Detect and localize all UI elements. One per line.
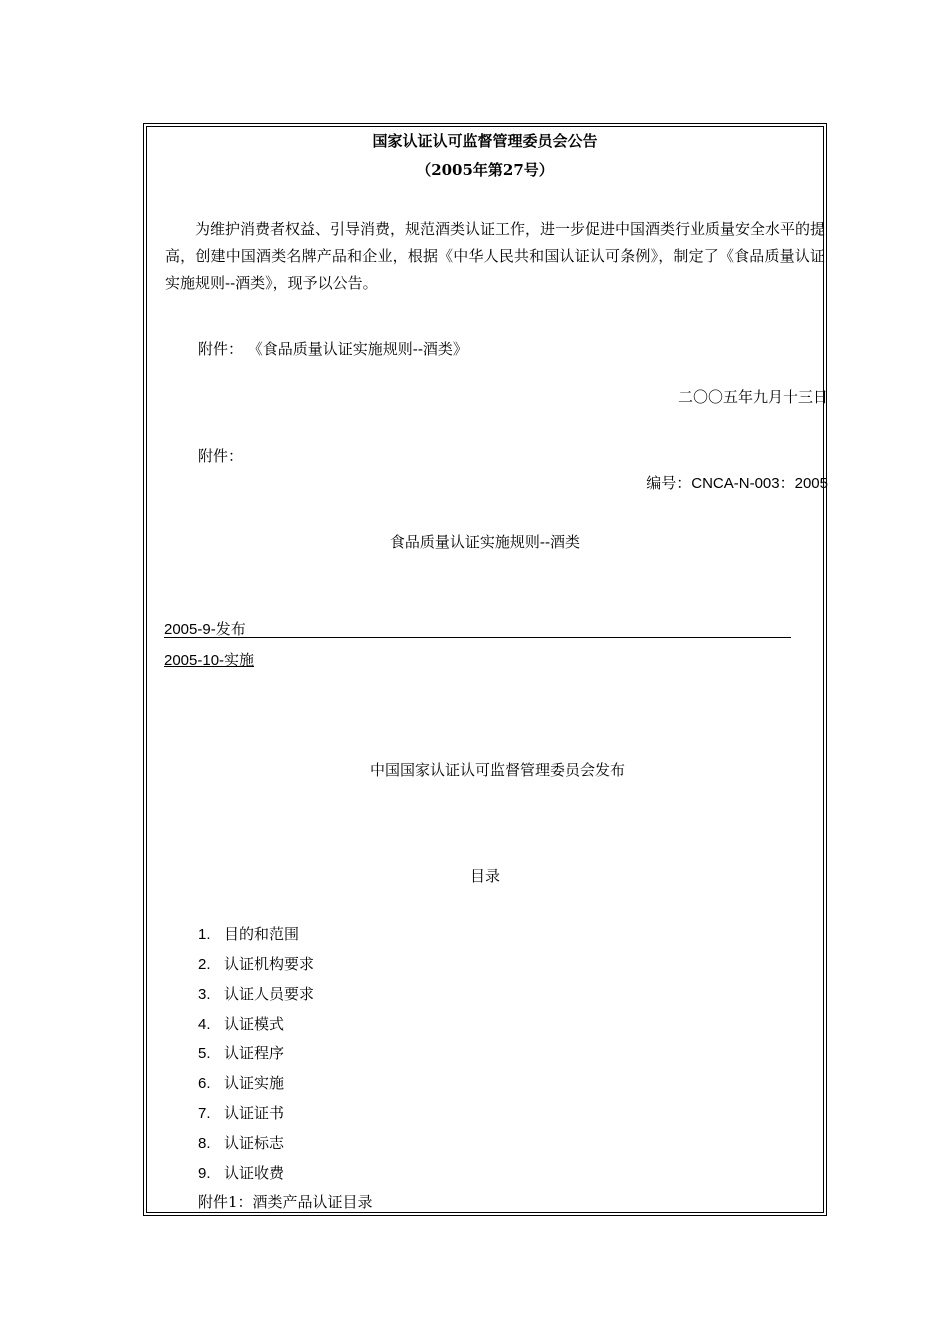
attachment-label: 附件： (198, 447, 244, 465)
toc-item[interactable]: 3. 认证人员要求 (198, 985, 315, 1003)
toc-item[interactable]: 9. 认证收费 (198, 1164, 285, 1182)
effective-date: 2005-10-实施 (164, 652, 255, 669)
toc-item[interactable]: 2. 认证机构要求 (198, 955, 315, 973)
publish-date-underline (164, 637, 791, 638)
toc-item[interactable]: 6. 认证实施 (198, 1074, 285, 1092)
announcement-title: 国家认证认可监督管理委员会公告 (372, 132, 598, 150)
toc-item[interactable]: 7. 认证证书 (198, 1104, 285, 1122)
toc-item[interactable]: 1. 目的和范围 (198, 925, 300, 943)
announcement-date: 二〇〇五年九月十三日 (677, 388, 828, 406)
toc-item[interactable]: 8. 认证标志 (198, 1134, 285, 1152)
publish-date: 2005-9-发布 (164, 621, 246, 638)
toc-item[interactable]: 4. 认证模式 (198, 1015, 285, 1033)
rules-title: 食品质量认证实施规则--酒类 (389, 533, 581, 551)
toc-item[interactable]: 5. 认证程序 (198, 1044, 285, 1062)
document-code: 编号：CNCA-N-003：2005 (646, 475, 828, 492)
toc-heading: 目录 (469, 867, 500, 885)
issuer-line: 中国国家认证认可监督管理委员会发布 (370, 761, 626, 779)
toc-appendix[interactable]: 附件1：酒类产品认证目录 (198, 1193, 373, 1211)
attachment-reference: 附件： 《食品质量认证实施规则--酒类》 (198, 340, 468, 358)
announcement-paragraph: 为维护消费者权益、引导消费，规范酒类认证工作，进一步促进中国酒类行业质量安全水平的提高，创建中国酒类名牌产品和企业，根据《中华人民共和国认证认可条例》，制定了《食品质量认证实施规则--酒类》，现予以公告。 (165, 220, 826, 292)
announcement-number: （2005年第27号） (416, 161, 554, 179)
